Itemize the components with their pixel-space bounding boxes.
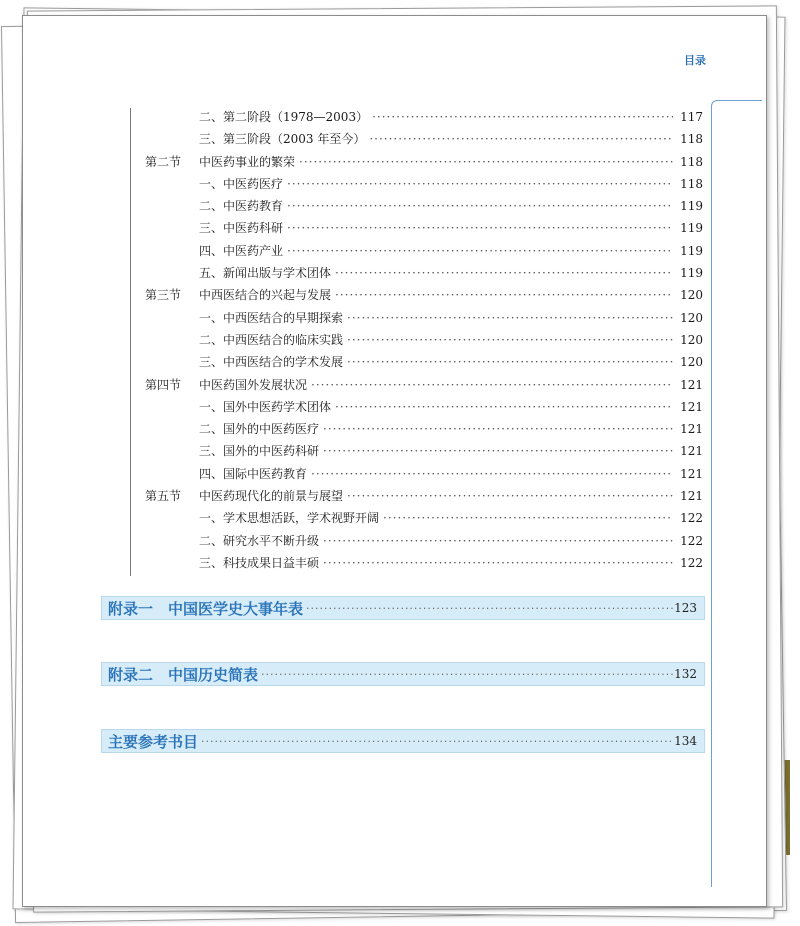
entry-title: 一、国外中医药学术团体: [199, 399, 332, 414]
leader-dots: [287, 240, 673, 262]
section-label: 第五节: [145, 489, 182, 504]
leader-dots: [198, 735, 674, 748]
toc-entry-line: [199, 440, 703, 462]
entry-title: 四、国际中医药教育: [199, 466, 308, 481]
entry-title: 中医药国外发展状况: [199, 377, 308, 392]
toc-entry[interactable]: [143, 396, 703, 418]
appendix-title: 附录一 中国医学史大事年表: [108, 599, 304, 618]
toc-entry[interactable]: [143, 530, 703, 552]
page-number: 123: [674, 601, 697, 615]
toc-entry-line: [199, 307, 703, 329]
page-number: 120: [680, 288, 703, 303]
toc-entry-line: [199, 284, 703, 306]
toc-entry[interactable]: [143, 173, 703, 195]
toc-entry[interactable]: [143, 485, 703, 507]
leader-dots: [287, 195, 673, 217]
toc-entry-line: [199, 217, 703, 239]
leader-dots: [383, 507, 673, 529]
toc-entry[interactable]: [143, 440, 703, 462]
section-label: 第二节: [145, 154, 182, 169]
decorative-margin-line: [711, 100, 762, 887]
page-number: 118: [680, 176, 703, 191]
toc-entry[interactable]: [143, 128, 703, 150]
page-number: 119: [680, 199, 703, 214]
page-number: 122: [680, 533, 703, 548]
leader-dots: [335, 284, 673, 306]
section-label: 第三节: [145, 288, 182, 303]
toc-entry[interactable]: [143, 240, 703, 262]
leader-dots: [369, 128, 673, 150]
leader-dots: [347, 485, 673, 507]
toc-entry-line: [199, 418, 703, 440]
leader-dots: [347, 307, 673, 329]
page-number: 120: [680, 310, 703, 325]
leader-dots: [311, 463, 673, 485]
page-number: 121: [680, 466, 703, 481]
page-number: 121: [680, 422, 703, 437]
toc-entry[interactable]: [143, 262, 703, 284]
appendix-entry[interactable]: [101, 662, 705, 686]
page-number: 122: [680, 555, 703, 570]
entry-title: 三、中医药科研: [199, 221, 284, 236]
toc-entry-line: [199, 106, 703, 128]
leader-dots: [323, 418, 673, 440]
page-number: 132: [674, 667, 697, 681]
toc-entry[interactable]: [143, 195, 703, 217]
entry-title: 一、中西医结合的早期探索: [199, 310, 344, 325]
entry-title: 中医药事业的繁荣: [199, 154, 296, 169]
entry-title: 二、第二阶段（1978—2003）: [199, 110, 369, 124]
references-title: 主要参考书目: [108, 732, 199, 751]
leader-dots: [372, 106, 673, 128]
entry-title: 三、第三阶段（2003 年至今）: [199, 132, 366, 147]
toc-entry-line: [199, 262, 703, 284]
toc-vertical-rule: [130, 108, 131, 576]
page-number: 121: [680, 489, 703, 504]
toc-entry-line: [199, 507, 703, 529]
leader-dots: [287, 217, 673, 239]
entry-title: 中医药现代化的前景与展望: [199, 489, 344, 504]
toc-entry-line: [199, 240, 703, 262]
page-number: 121: [680, 444, 703, 459]
leader-dots: [299, 151, 673, 173]
page-number: 118: [680, 154, 703, 169]
toc-entry[interactable]: [143, 284, 703, 306]
entry-title: 二、中医药教育: [199, 199, 284, 214]
toc-entry[interactable]: [143, 307, 703, 329]
page-number: 119: [680, 266, 703, 281]
entry-title: 二、研究水平不断升级: [199, 533, 320, 548]
entry-title: 四、中医药产业: [199, 243, 284, 258]
appendix-entry[interactable]: [101, 596, 705, 620]
toc-entry[interactable]: [143, 418, 703, 440]
entry-title: 三、中西医结合的学术发展: [199, 355, 344, 370]
toc-entry-line: [199, 351, 703, 373]
leader-dots: [347, 351, 673, 373]
toc-entry-line: [199, 463, 703, 485]
page-number: 121: [680, 377, 703, 392]
toc-page: [22, 15, 767, 907]
entry-title: 二、国外的中医药医疗: [199, 422, 320, 437]
toc-entry[interactable]: [143, 106, 703, 128]
toc-entry-line: [199, 195, 703, 217]
page-number: 119: [680, 243, 703, 258]
leader-dots: [311, 374, 673, 396]
running-header: 目录: [684, 54, 706, 67]
toc-entry-line: [199, 128, 703, 150]
leader-dots: [323, 530, 673, 552]
page-number: 119: [680, 221, 703, 236]
toc-entry-line: [199, 151, 703, 173]
entry-title: 三、科技成果日益丰硕: [199, 555, 320, 570]
appendix-title: 附录二 中国历史简表: [108, 665, 259, 684]
toc-entry-line: [199, 396, 703, 418]
toc-entry-line: [199, 374, 703, 396]
leader-dots: [323, 552, 673, 574]
toc-entry[interactable]: [143, 552, 703, 574]
leader-dots: [323, 440, 673, 462]
toc-list: [143, 106, 703, 574]
toc-entry-line: [199, 530, 703, 552]
page-number: 120: [680, 332, 703, 347]
toc-entry-line: [199, 552, 703, 574]
entry-title: 五、新闻出版与学术团体: [199, 266, 332, 281]
leader-dots: [335, 262, 673, 284]
toc-entry-line: [199, 329, 703, 351]
entry-title: 一、学术思想活跃，学术视野开阔: [199, 511, 380, 526]
page-number: 117: [680, 110, 703, 124]
page-number: 134: [674, 734, 697, 748]
toc-entry-line: [199, 173, 703, 195]
page-number: 122: [680, 511, 703, 526]
leader-dots: [258, 668, 674, 681]
page-number: 121: [680, 399, 703, 414]
entry-title: 一、中医药医疗: [199, 176, 284, 191]
toc-entry[interactable]: [143, 351, 703, 373]
toc-entry[interactable]: [143, 151, 703, 173]
toc-entry[interactable]: [143, 507, 703, 529]
entry-title: 二、中西医结合的临床实践: [199, 332, 344, 347]
appendix-entry[interactable]: [101, 729, 705, 753]
toc-entry[interactable]: [143, 217, 703, 239]
entry-title: 中西医结合的兴起与发展: [199, 288, 332, 303]
leader-dots: [335, 396, 673, 418]
leader-dots: [287, 173, 673, 195]
page-number: 118: [680, 132, 703, 147]
toc-entry-line: [199, 485, 703, 507]
leader-dots: [303, 602, 674, 615]
page-number: 120: [680, 355, 703, 370]
leader-dots: [347, 329, 673, 351]
section-label: 第四节: [145, 377, 182, 392]
toc-entry[interactable]: [143, 329, 703, 351]
toc-entry[interactable]: [143, 463, 703, 485]
entry-title: 三、国外的中医药科研: [199, 444, 320, 459]
toc-entry[interactable]: [143, 374, 703, 396]
